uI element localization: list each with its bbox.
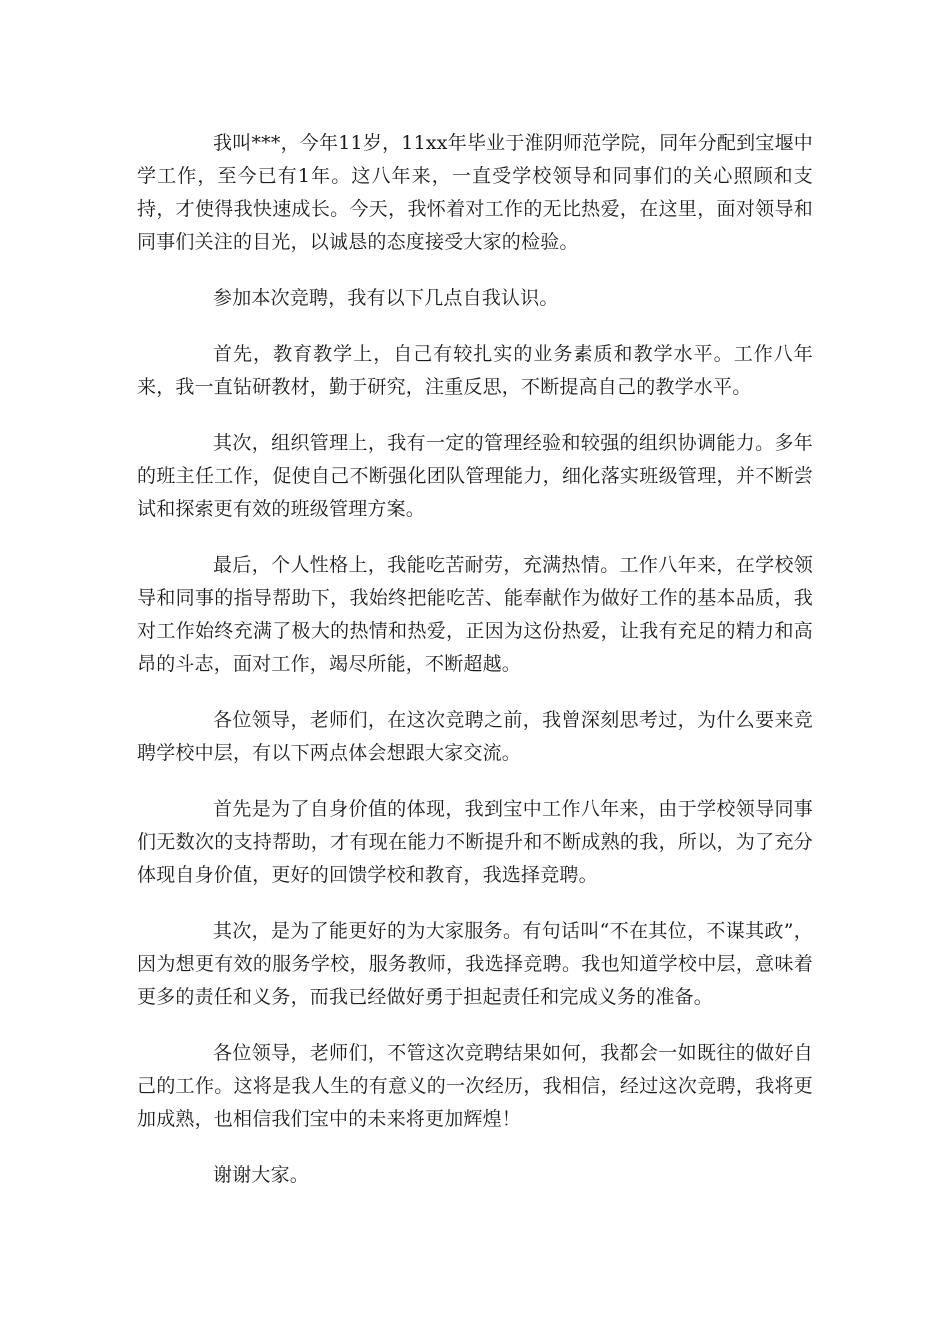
paragraph-self-assessment-intro: 参加本次竞聘，我有以下几点自我认识。	[213, 287, 559, 309]
paragraph-thanks: 谢谢大家。	[213, 1164, 310, 1186]
paragraph-reason-self-value: 首先是为了自身价值的体现，我到宝中工作八年来，由于学校领导同事们无数次的支持帮助，才有现在能力不断提升和不断成熟的我，所以，为了充分体现自身价值，更好的回馈学校和教育，我选择竞聘。	[137, 798, 813, 886]
document-body	[137, 127, 813, 1215]
paragraph-reasons-intro: 各位领导，老师们，在这次竞聘之前，我曾深刻思考过，为什么要来竞聘学校中层，有以下两点体会想跟大家交流。	[137, 709, 813, 764]
paragraph-reason-service: 其次，是为了能更好的为大家服务。有句话叫“不在其位，不谋其政”，因为想更有效的服务学校，服务教师，我选择竞聘。我也知道学校中层，意味着更多的责任和义务，而我已经做好勇于担起责任和完成义务的准备。	[137, 920, 813, 1008]
paragraph-introduction: 我叫***，今年11岁，11xx年毕业于淮阴师范学院，同年分配到宝堰中学工作，至今已有1年。这八年来，一直受学校领导和同事们的关心照顾和支持，才使得我快速成长。今天，我怀着对工作的无比热爱，在这里，面对领导和同事们关注的目光，以诚恳的态度接受大家的检验。	[137, 132, 813, 253]
paragraph-personality: 最后，个人性格上，我能吃苦耐劳，充满热情。工作八年来，在学校领导和同事的指导帮助下，我始终把能吃苦、能奉献作为做好工作的基本品质，我对工作始终充满了极大的热情和热爱，正因为这份热爱，让我有充足的精力和高昂的斗志，面对工作，竭尽所能，不断超越。	[137, 554, 813, 675]
paragraph-conclusion: 各位领导，老师们，不管这次竞聘结果如何，我都会一如既往的做好自己的工作。这将是我人生的有意义的一次经历，我相信，经过这次竞聘，我将更加成熟，也相信我们宝中的未来将更加辉煌！	[137, 1042, 813, 1130]
paragraph-management: 其次，组织管理上，我有一定的管理经验和较强的组织协调能力。多年的班主任工作，促使自己不断强化团队管理能力，细化落实班级管理，并不断尝试和探索更有效的班级管理方案。	[137, 432, 813, 520]
paragraph-teaching: 首先，教育教学上，自己有较扎实的业务素质和教学水平。工作八年来，我一直钻研教材，勤于研究，注重反思，不断提高自己的教学水平。	[137, 343, 813, 398]
